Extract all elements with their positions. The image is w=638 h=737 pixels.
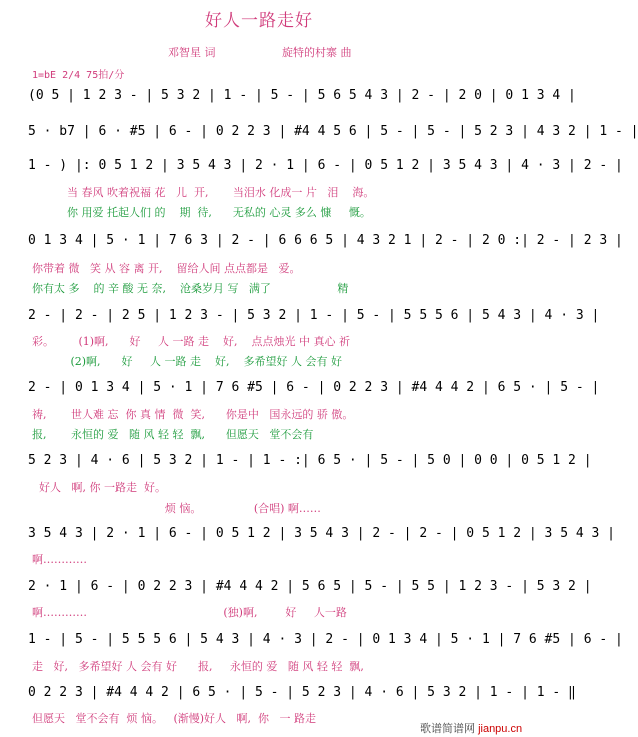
lyric-line-verse-1: 当 春风 吹着祝福 花 儿 开, 当泪水 化成一 片 泪 海。: [32, 186, 375, 199]
lyric-line-verse-1: 彩。 (1)啊, 好 人 一路 走 好, 点点烛光 中 真心 祈: [32, 335, 350, 348]
notation-line: 5 2 3 | 4 · 6 | 5 3 2 | 1 - | 1 - :| 6 5 · | 5 - | 5 0 | 0 0 | 0 5 1 2 |: [28, 453, 592, 468]
lyric-line-verse-2: 你 用爱 托起人们 的 期 待, 无私的 心灵 多么 慷 慨。: [32, 206, 371, 219]
notation-line: 2 · 1 | 6 - | 0 2 2 3 | #4 4 4 2 | 5 6 5 | 5 - | 5 5 | 1 2 3 - | 5 3 2 |: [28, 579, 592, 594]
notation-line: 2 - | 0 1 3 4 | 5 · 1 | 7 6 #5 | 6 - | 0 2 2 3 | #4 4 4 2 | 6 5 · | 5 - |: [28, 380, 600, 395]
notation-line: 1 - ) |: 0 5 1 2 | 3 5 4 3 | 2 · 1 | 6 - | 0 5 1 2 | 3 5 4 3 | 4 · 3 | 2 - |: [28, 158, 623, 173]
composer-credit: 旋特的村寨 曲: [282, 46, 352, 59]
lyric-line-verse-1: 走 好, 多希望好 人 会有 好 报, 永恒的 爱 随 风 轻 轻 飘,: [32, 660, 364, 673]
lyric-line-verse-1: 啊…………: [32, 553, 87, 566]
watermark: [420, 720, 522, 736]
lyric-line-verse-1: 你带着 微 笑 从 容 离 开, 留给人间 点点都是 爱。: [32, 262, 301, 275]
lyric-line-verse-2: 你有太 多 的 辛 酸 无 奈, 沧桑岁月 写 满了 精: [32, 282, 349, 295]
lyric-line-verse-2: 报, 永恒的 爱 随 风 轻 轻 飘, 但愿天 堂不会有: [32, 428, 314, 441]
lyric-line-verse-1: 祷, 世人难 忘 你 真 情 微 笑, 你是中 国永远的 骄 傲。: [32, 408, 354, 421]
lyric-line-verse-1: 但愿天 堂不会有 烦 恼。 (渐慢)好人 啊, 你 一 路走: [32, 712, 317, 725]
watermark-site: jianpu.cn: [478, 723, 523, 735]
lyric-line-verse-1: 烦 恼。 (合唱) 啊……: [32, 502, 321, 515]
key-tempo-marking: 1=bE 2/4 75拍/分: [32, 70, 125, 81]
lyric-line-verse-2: (2)啊, 好 人 一路 走 好, 多希望好 人 会有 好: [32, 355, 342, 368]
lyric-line-verse-1: 好人 啊, 你 一路走 好。: [32, 481, 166, 494]
notation-line: 5 · b7 | 6 · #5 | 6 - | 0 2 2 3 | #4 4 5 6 | 5 - | 5 - | 5 2 3 | 4 3 2 | 1 - |: [28, 124, 638, 139]
notation-line: 2 - | 2 - | 2 5 | 1 2 3 - | 5 3 2 | 1 - | 5 - | 5 5 5 6 | 5 4 3 | 4 · 3 |: [28, 308, 600, 323]
notation-line: 1 - | 5 - | 5 5 5 6 | 5 4 3 | 4 · 3 | 2 - | 0 1 3 4 | 5 · 1 | 7 6 #5 | 6 - |: [28, 632, 623, 647]
notation-line: 3 5 4 3 | 2 · 1 | 6 - | 0 5 1 2 | 3 5 4 3 | 2 - | 2 - | 0 5 1 2 | 3 5 4 3 |: [28, 526, 615, 541]
watermark-label: 歌谱简谱网: [420, 723, 475, 735]
notation-line: 0 1 3 4 | 5 · 1 | 7 6 3 | 2 - | 6 6 6 5 | 4 3 2 1 | 2 - | 2 0 :| 2 - | 2 3 |: [28, 233, 623, 248]
lyric-line-verse-1: 啊………… (独)啊, 好 人一路: [32, 606, 347, 619]
lyricist-credit: 邓智星 词: [168, 46, 216, 59]
notation-line: 0 2 2 3 | #4 4 4 2 | 6 5 · | 5 - | 5 2 3 | 4 · 6 | 5 3 2 | 1 - | 1 - ‖: [28, 685, 576, 700]
song-title: 好人一路走好: [205, 11, 313, 31]
notation-line: (0 5 | 1 2 3 - | 5 3 2 | 1 - | 5 - | 5 6 5 4 3 | 2 - | 2 0 | 0 1 3 4 |: [28, 88, 576, 103]
